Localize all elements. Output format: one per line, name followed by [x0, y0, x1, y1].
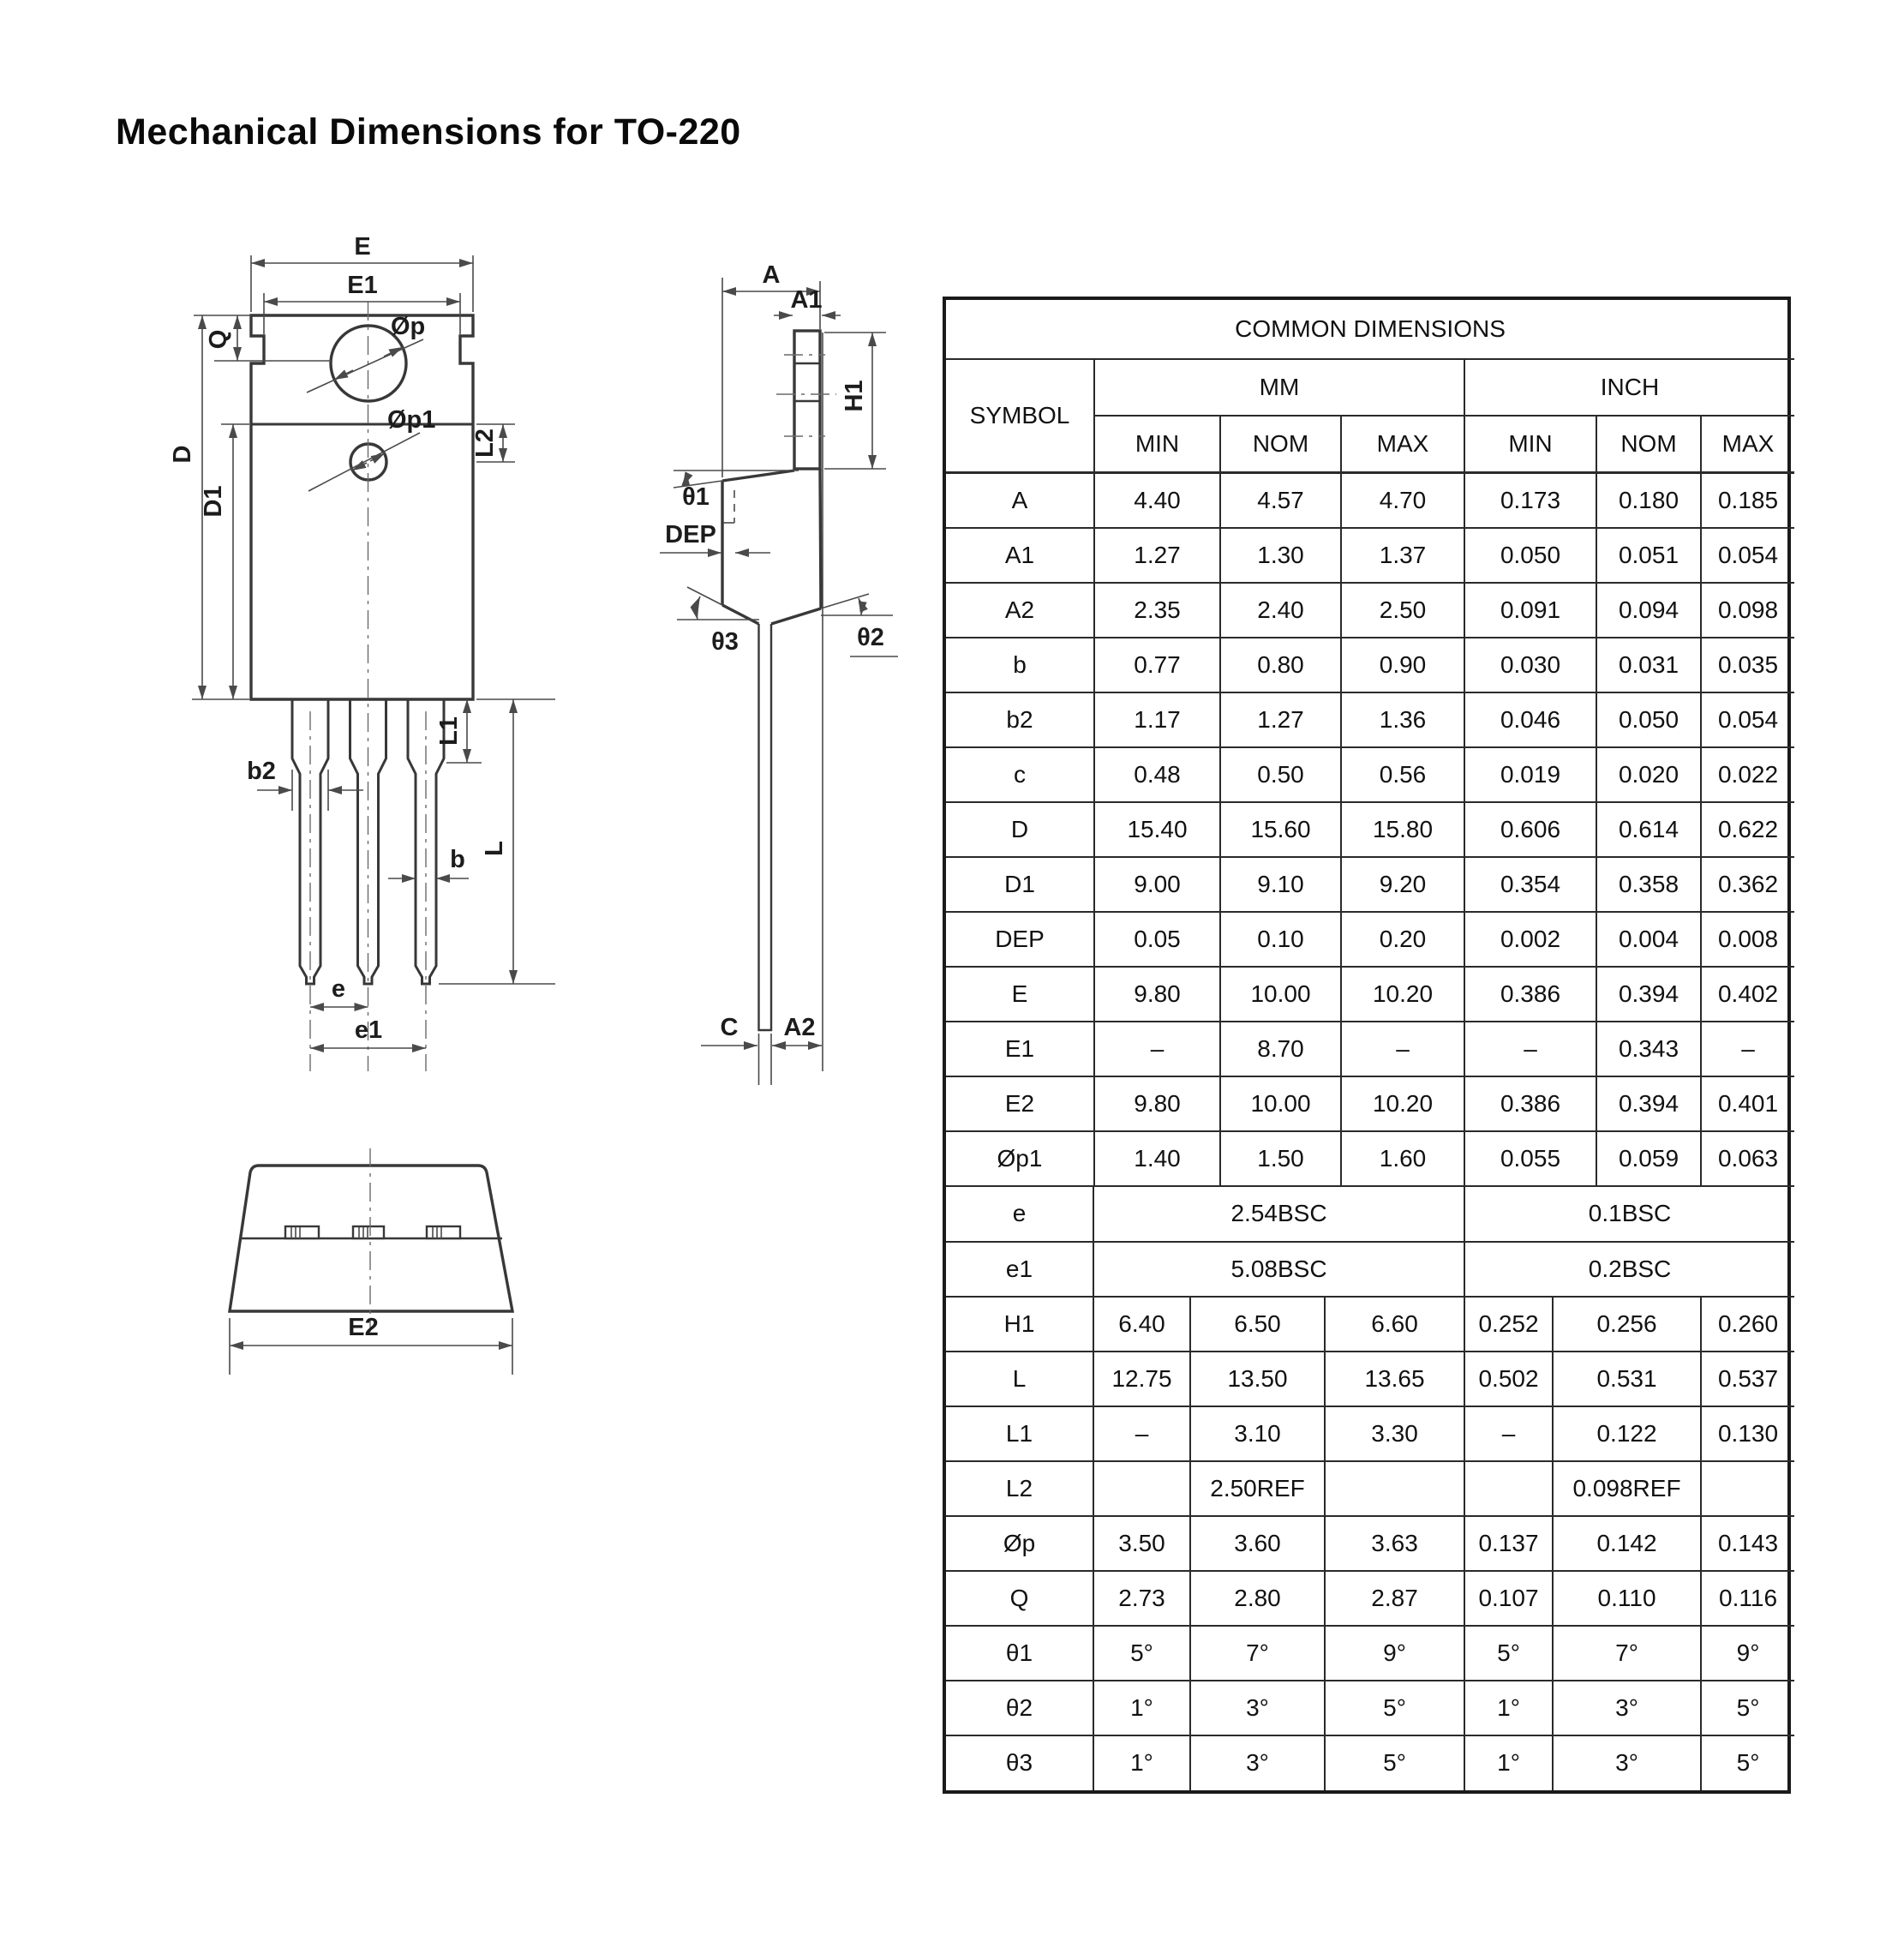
inch-value-cell: 0.019	[1464, 747, 1596, 802]
inch-value-cell: 0.055	[1464, 1131, 1596, 1186]
leader-line	[308, 433, 420, 491]
mm-value-cell: 2.54BSC	[1093, 1187, 1464, 1242]
symbol-cell: Øp1	[946, 1131, 1094, 1186]
inch-value-cell: 0.022	[1701, 747, 1794, 802]
dim-label-D1: D1	[200, 485, 227, 518]
symbol-cell: E1	[946, 1022, 1094, 1076]
inch-value-cell: 0.2BSC	[1464, 1242, 1794, 1297]
mm-value-cell: 2.40	[1220, 583, 1341, 638]
lead-stub	[285, 1226, 319, 1238]
inch-value-cell: –	[1464, 1406, 1553, 1461]
mm-value-cell: 9.80	[1094, 967, 1220, 1022]
inch-value-cell: 0.180	[1596, 473, 1701, 528]
inch-value-cell: –	[1464, 1022, 1596, 1076]
inch-value-cell: 0.1BSC	[1464, 1187, 1794, 1242]
mm-value-cell: 9°	[1325, 1626, 1464, 1681]
symbol-cell: A1	[946, 528, 1094, 583]
mm-value-cell: 3.63	[1325, 1516, 1464, 1571]
inch-value-cell: 0.094	[1596, 583, 1701, 638]
dim-label-b: b	[450, 846, 465, 873]
mm-value-cell: 2.73	[1093, 1571, 1190, 1626]
inch-value-cell: 0.343	[1596, 1022, 1701, 1076]
inch-value-cell: 0.002	[1464, 912, 1596, 967]
table-row-E	[946, 967, 1794, 1022]
dim-label-theta1: θ1	[682, 483, 710, 511]
inch-value-cell: 0.046	[1464, 692, 1596, 747]
inch-value-cell: 0.137	[1464, 1516, 1553, 1571]
inch-value-cell: 0.260	[1701, 1297, 1794, 1352]
mm-value-cell: 0.10	[1220, 912, 1341, 967]
dim-label-E2: E2	[348, 1314, 379, 1341]
mm-value-cell: 0.48	[1094, 747, 1220, 802]
side-body-top	[722, 471, 794, 481]
inch-value-cell: 0.531	[1553, 1352, 1701, 1406]
symbol-cell: e	[946, 1187, 1093, 1242]
dim-label-A: A	[762, 261, 781, 289]
mm-value-cell: 10.20	[1341, 1076, 1464, 1131]
inch-value-cell: 0.143	[1701, 1516, 1794, 1571]
inch-value-cell: 0.401	[1701, 1076, 1794, 1131]
dimensions-table	[943, 297, 1791, 1794]
package-drawings	[146, 227, 934, 1380]
inch-value-cell: 0.362	[1701, 857, 1794, 912]
table-title-row	[946, 300, 1794, 359]
symbol-cell: E2	[946, 1076, 1094, 1131]
mm-value-cell: 7°	[1190, 1626, 1325, 1681]
symbol-cell: Q	[946, 1571, 1093, 1626]
table-row-b	[946, 638, 1794, 692]
inch-value-cell: 0.091	[1464, 583, 1596, 638]
inch-value-cell: 0.107	[1464, 1571, 1553, 1626]
dim-label-b2: b2	[247, 758, 276, 785]
table-row-c	[946, 747, 1794, 802]
inch-value-cell: 0.116	[1701, 1571, 1794, 1626]
inch-value-cell: 0.122	[1553, 1406, 1701, 1461]
inch-value-cell: 0.050	[1464, 528, 1596, 583]
table-title: COMMON DIMENSIONS	[946, 300, 1794, 359]
table-row-θ2	[946, 1681, 1794, 1735]
mm-nom-header: NOM	[1220, 416, 1341, 473]
dim-label-theta3: θ3	[711, 628, 739, 656]
symbol-cell: θ1	[946, 1626, 1093, 1681]
inch-value-cell: 0.051	[1596, 528, 1701, 583]
inch-value-cell: 0.142	[1553, 1516, 1701, 1571]
symbol-cell: L1	[946, 1406, 1093, 1461]
mm-value-cell: 9.00	[1094, 857, 1220, 912]
inch-value-cell: 0.622	[1701, 802, 1794, 857]
inch-value-cell: 0.054	[1701, 692, 1794, 747]
table-row-A2	[946, 583, 1794, 638]
dim-label-Op1: Øp1	[387, 406, 436, 434]
mm-value-cell: 5°	[1325, 1735, 1464, 1790]
symbol-cell: θ3	[946, 1735, 1093, 1790]
dim-label-e1: e1	[354, 1016, 383, 1044]
symbol-cell: A	[946, 473, 1094, 528]
dim-label-A2: A2	[783, 1014, 816, 1041]
table-row-D1	[946, 857, 1794, 912]
dim-label-D: D	[169, 445, 196, 464]
inch-value-cell: 5°	[1464, 1626, 1553, 1681]
side-body-taper-right	[771, 608, 821, 624]
dim-label-L2: L2	[471, 429, 499, 458]
inch-value-cell: 0.098	[1701, 583, 1794, 638]
mm-value-cell: 1.27	[1220, 692, 1341, 747]
mm-value-cell: 1.60	[1341, 1131, 1464, 1186]
angle-ref-line	[821, 594, 869, 608]
symbol-cell: θ2	[946, 1681, 1093, 1735]
symbol-cell: Øp	[946, 1516, 1093, 1571]
dim-label-e: e	[331, 975, 346, 1003]
table-row-A	[946, 473, 1794, 528]
mm-value-cell: 6.50	[1190, 1297, 1325, 1352]
table-row-Q	[946, 1571, 1794, 1626]
leader-arrow	[334, 370, 353, 380]
mm-value-cell: 4.40	[1094, 473, 1220, 528]
mm-value-cell: 4.70	[1341, 473, 1464, 528]
page-title: Mechanical Dimensions for TO-220	[116, 111, 741, 153]
mm-value-cell	[1093, 1461, 1190, 1516]
lead-stub	[427, 1226, 460, 1238]
inch-value-cell: 0.606	[1464, 802, 1596, 857]
mm-value-cell: 15.60	[1220, 802, 1341, 857]
mm-value-cell: 3.30	[1325, 1406, 1464, 1461]
inch-value-cell: 0.354	[1464, 857, 1596, 912]
mm-value-cell: –	[1341, 1022, 1464, 1076]
dim-label-Q: Q	[205, 329, 232, 350]
mm-value-cell: 2.35	[1094, 583, 1220, 638]
mm-value-cell: 8.70	[1220, 1022, 1341, 1076]
inch-value-cell: 0.035	[1701, 638, 1794, 692]
front-view	[169, 233, 555, 1071]
inch-value-cell: 0.030	[1464, 638, 1596, 692]
inch-value-cell: 0.252	[1464, 1297, 1553, 1352]
mm-value-cell: 0.90	[1341, 638, 1464, 692]
mm-value-cell: –	[1094, 1022, 1220, 1076]
mm-value-cell: 0.05	[1094, 912, 1220, 967]
side-view	[660, 261, 898, 1085]
mm-value-cell: 3°	[1190, 1735, 1325, 1790]
side-lead	[759, 624, 772, 1030]
table-row-D	[946, 802, 1794, 857]
inch-header: INCH	[1464, 359, 1794, 416]
symbol-cell: A2	[946, 583, 1094, 638]
mm-value-cell: 5°	[1093, 1626, 1190, 1681]
mm-value-cell: 0.20	[1341, 912, 1464, 967]
inch-value-cell: 0.394	[1596, 1076, 1701, 1131]
mm-value-cell: 6.40	[1093, 1297, 1190, 1352]
mm-max-header: MAX	[1341, 416, 1464, 473]
inch-value-cell: 5°	[1736, 1749, 1760, 1776]
mm-value-cell: 12.75	[1093, 1352, 1190, 1406]
dim-label-Op: Øp	[391, 313, 426, 340]
symbol-cell: DEP	[946, 912, 1094, 967]
dim-label-theta2: θ2	[857, 624, 884, 651]
symbol-cell: H1	[946, 1297, 1093, 1352]
inch-value-cell: 0.031	[1596, 638, 1701, 692]
inch-value-cell: 1°	[1464, 1735, 1553, 1790]
mm-value-cell: 1.17	[1094, 692, 1220, 747]
inch-value-cell: 9°	[1701, 1626, 1794, 1681]
inch-value-cell: 0.110	[1553, 1571, 1701, 1626]
symbol-cell: D1	[946, 857, 1094, 912]
leader-arrow	[384, 347, 403, 357]
mm-value-cell: 3.50	[1093, 1516, 1190, 1571]
inch-value-cell: 0.020	[1596, 747, 1701, 802]
mm-value-cell: 0.56	[1341, 747, 1464, 802]
dim-label-H1: H1	[841, 380, 868, 412]
mm-value-cell: 3°	[1190, 1681, 1325, 1735]
table-row-Øp1	[946, 1131, 1794, 1186]
inch-value-cell: 0.386	[1464, 967, 1596, 1022]
inch-value-cell	[1701, 1461, 1794, 1516]
mm-value-cell: 10.00	[1220, 1076, 1341, 1131]
table-row-e1	[946, 1242, 1794, 1297]
table-row-θ1	[946, 1626, 1794, 1681]
dimensions-table-lower	[946, 1187, 1794, 1790]
mm-header: MM	[1094, 359, 1464, 416]
mm-value-cell: 2.50REF	[1190, 1461, 1325, 1516]
mm-value-cell: 9.10	[1220, 857, 1341, 912]
inch-value-cell: 0.185	[1701, 473, 1794, 528]
mm-value-cell: 1°	[1093, 1681, 1190, 1735]
mm-value-cell	[1325, 1461, 1464, 1516]
table-row-L1	[946, 1406, 1794, 1461]
dimensions-table-upper	[946, 300, 1794, 1187]
mm-value-cell: 0.50	[1220, 747, 1341, 802]
mm-value-cell: 1.27	[1094, 528, 1220, 583]
angle-ref-line	[687, 587, 722, 605]
mm-value-cell: 2.50	[1341, 583, 1464, 638]
inch-value-cell: 0.008	[1701, 912, 1794, 967]
table-row-Øp	[946, 1516, 1794, 1571]
side-body-taper-left	[722, 605, 759, 624]
mm-value-cell: 2.80	[1190, 1571, 1325, 1626]
table-row-E2	[946, 1076, 1794, 1131]
inch-value-cell: 1°	[1464, 1681, 1553, 1735]
dim-label-L1: L1	[435, 716, 463, 746]
inch-value-cell: 0.050	[1596, 692, 1701, 747]
inch-value-cell: 0.256	[1553, 1297, 1701, 1352]
inch-value-cell: 0.386	[1464, 1076, 1596, 1131]
symbol-cell: L2	[946, 1461, 1093, 1516]
mm-value-cell: 15.80	[1341, 802, 1464, 857]
mm-value-cell: 10.00	[1220, 967, 1341, 1022]
angle-arc	[859, 598, 861, 615]
table-row-DEP	[946, 912, 1794, 967]
inch-value-cell: 5°	[1701, 1681, 1794, 1735]
table-row-A1	[946, 528, 1794, 583]
mm-value-cell: 9.20	[1341, 857, 1464, 912]
symbol-cell: b2	[946, 692, 1094, 747]
mm-value-cell: 0.80	[1220, 638, 1341, 692]
table-row-θ3	[946, 1735, 1794, 1790]
inch-value-cell: 0.402	[1701, 967, 1794, 1022]
mm-value-cell: 13.65	[1325, 1352, 1464, 1406]
inch-min-header: MIN	[1464, 416, 1596, 473]
lead-stub	[353, 1226, 384, 1238]
table-row-L	[946, 1352, 1794, 1406]
inch-nom-header: NOM	[1596, 416, 1701, 473]
table-units-row	[946, 359, 1794, 416]
mm-value-cell: 1.40	[1094, 1131, 1220, 1186]
inch-value-cell: 0.098REF	[1553, 1461, 1701, 1516]
mm-value-cell: 0.77	[1094, 638, 1220, 692]
mm-value-cell: 3.60	[1190, 1516, 1325, 1571]
table-row-b2	[946, 692, 1794, 747]
inch-value-cell: –	[1701, 1022, 1794, 1076]
table-row-e	[946, 1187, 1794, 1242]
mm-value-cell: 1.36	[1341, 692, 1464, 747]
symbol-cell: E	[946, 967, 1094, 1022]
symbol-cell: b	[946, 638, 1094, 692]
symbol-cell: c	[946, 747, 1094, 802]
symbol-header: SYMBOL	[946, 359, 1094, 473]
mm-value-cell: 1.37	[1341, 528, 1464, 583]
inch-value-cell	[1464, 1461, 1553, 1516]
symbol-cell: L	[946, 1352, 1093, 1406]
mm-value-cell: 5.08BSC	[1093, 1242, 1464, 1297]
mm-value-cell: 10.20	[1341, 967, 1464, 1022]
inch-value-cell: 7°	[1553, 1626, 1701, 1681]
dim-label-L: L	[481, 841, 508, 856]
table-row-H1	[946, 1297, 1794, 1352]
mm-value-cell: –	[1093, 1406, 1190, 1461]
bottom-view	[230, 1148, 512, 1375]
mm-value-cell: 9.80	[1094, 1076, 1220, 1131]
inch-value-cell: 0.059	[1596, 1131, 1701, 1186]
inch-value-cell: 0.063	[1701, 1131, 1794, 1186]
mm-value-cell: 3.10	[1190, 1406, 1325, 1461]
side-tab-outline	[794, 331, 820, 469]
table-row-E1	[946, 1022, 1794, 1076]
inch-value-cell: 0.614	[1596, 802, 1701, 857]
symbol-cell: D	[946, 802, 1094, 857]
dim-label-A1: A1	[790, 286, 823, 314]
inch-max-header: MAX	[1701, 416, 1794, 473]
inch-value-cell: 3°	[1553, 1681, 1701, 1735]
mm-value-cell: 1.50	[1220, 1131, 1341, 1186]
inch-value-cell: 0.173	[1464, 473, 1596, 528]
mm-value-cell: 5°	[1325, 1681, 1464, 1735]
angle-arc	[697, 596, 700, 620]
front-body-outline	[251, 315, 473, 699]
side-body-right	[820, 469, 821, 608]
mm-value-cell: 13.50	[1190, 1352, 1325, 1406]
mm-value-cell: 15.40	[1094, 802, 1220, 857]
inch-value-cell: 0.130	[1701, 1406, 1794, 1461]
mm-min-header: MIN	[1094, 416, 1220, 473]
inch-value-cell: 0.054	[1701, 528, 1794, 583]
mm-value-cell: 1.30	[1220, 528, 1341, 583]
inch-value-cell: 3°	[1553, 1735, 1701, 1790]
mm-value-cell: 2.87	[1325, 1571, 1464, 1626]
mm-value-cell: 4.57	[1220, 473, 1341, 528]
symbol-cell: e1	[946, 1242, 1093, 1297]
inch-value-cell: 0.394	[1596, 967, 1701, 1022]
table-row-L2	[946, 1461, 1794, 1516]
mm-value-cell: 1°	[1093, 1735, 1190, 1790]
dim-label-C: C	[720, 1014, 739, 1041]
inch-value-cell: 0.537	[1701, 1352, 1794, 1406]
dim-label-E: E	[354, 233, 371, 261]
dim-label-E1: E1	[347, 272, 378, 299]
inch-value-cell: 0.358	[1596, 857, 1701, 912]
dim-label-DEP: DEP	[665, 521, 716, 548]
inch-value-cell: 0.004	[1596, 912, 1701, 967]
mm-value-cell: 6.60	[1325, 1297, 1464, 1352]
inch-value-cell: 0.502	[1464, 1352, 1553, 1406]
